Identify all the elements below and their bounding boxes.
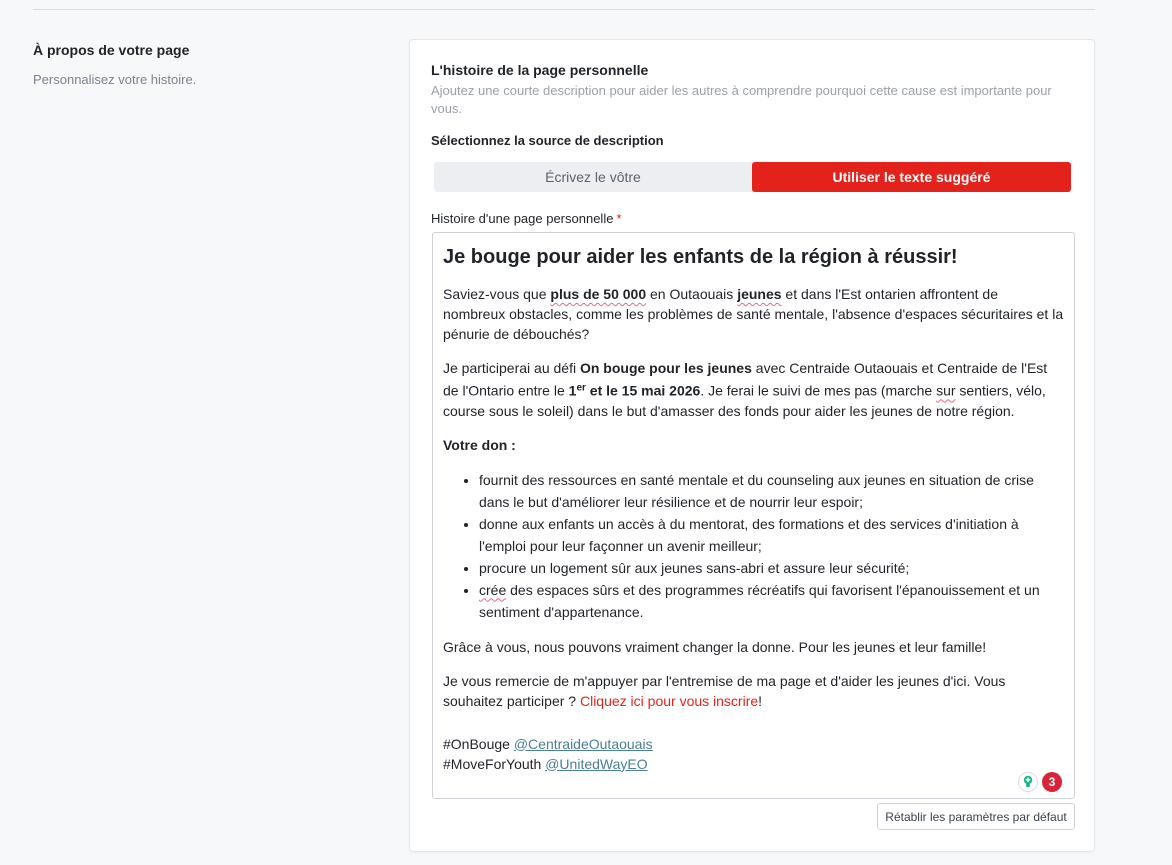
story-field-label (431, 211, 622, 226)
issue-count-badge[interactable]: 3 (1042, 772, 1062, 792)
signup-link[interactable]: Cliquez ici pour vous inscrire (579, 692, 759, 709)
text-run: et dans l'Est ontarien affrontent de nombreux obstacles, comme les problèmes de santé mentale, l'absence d'espaces sécuritaires et la pénurie de débouchés? (443, 286, 1064, 342)
source-label: Sélectionnez la source de description (431, 133, 664, 148)
misspelled-word: crée (479, 581, 507, 598)
text-run: ! (758, 692, 763, 709)
story-field-label-text: Histoire d'une page personnelle (431, 211, 614, 226)
list-item: • donne aux enfants un accès à du mentorat, des formations et des services d'initiation à l'emploi pour leur façonner un avenir meilleur; (479, 513, 1064, 557)
bold-run: On bouge pour les jeunes (579, 360, 752, 376)
text-run: avec Centraide Outaouais et Centraide de l'Est de l'Ontario entre le (443, 360, 1048, 399)
card-title: L'histoire de la page personnelle (431, 62, 649, 78)
bold-run: et le 15 mai 2026 (585, 382, 701, 399)
story-paragraph-2 (443, 358, 1064, 421)
list-item: • procure un logement sûr aux jeunes sans-abri et assure leur sécurité; (479, 557, 1064, 579)
list-item: • fournit des ressources en santé mentale et du counseling aux jeunes en situation de crise dans le but d'améliorer leur résilience et de nourrir leur espoir; (479, 469, 1064, 513)
text-run: Saviez-vous que (443, 286, 551, 302)
lightbulb-icon-svg (1022, 775, 1034, 789)
card-help-text: Ajoutez une courte description pour aider les autres à comprendre pourquoi cette cause est importante pour vous. (431, 83, 1052, 116)
story-card (409, 39, 1095, 852)
story-paragraph-1 (443, 284, 1064, 344)
story-paragraph-3: Grâce à vous, nous pouvons vraiment changer la donne. Pour les jeunes et leur famille! (443, 638, 987, 655)
hashtags (443, 734, 1064, 774)
lightbulb-icon[interactable] (1018, 772, 1038, 792)
use-suggested-text-option[interactable]: Utiliser le texte suggéré (752, 162, 1071, 192)
writing-assistant-badges (1018, 772, 1062, 792)
section-subtitle: Personnalisez votre histoire. (33, 72, 197, 87)
story-heading: Je bouge pour aider les enfants de la région à réussir! (443, 246, 958, 268)
section-title: À propos de votre page (33, 42, 190, 58)
write-your-own-option[interactable]: Écrivez le vôtre (545, 169, 641, 185)
text-run: Je vous remercie de m'appuyer par l'entremise de ma page et d'aider les jeunes d'ici. Vous souhaitez participer ? (443, 672, 1006, 709)
text-run: des espaces sûrs et des programmes récréatifs qui favorisent l'épanouissement et un sentiment d'appartenance. (479, 581, 1040, 620)
bold-run: 1 (568, 382, 577, 399)
list-item (479, 579, 1064, 623)
story-editor[interactable] (432, 232, 1075, 799)
top-divider (33, 9, 1095, 10)
source-toggle (434, 162, 1071, 192)
bold-run: jeunes (737, 286, 782, 302)
required-asterisk: * (616, 211, 622, 226)
don-label (443, 435, 1064, 455)
mention-link[interactable]: @UnitedWayEO (545, 755, 648, 772)
text-run: . Je ferai le suivi de mes pas (marche (700, 382, 937, 399)
text-run: en Outaouais (646, 286, 738, 302)
hashtag-line-2 (443, 754, 1064, 774)
hashtag: #MoveForYouth (443, 755, 546, 772)
don-list (443, 469, 1064, 623)
misspelled-word: sur (936, 382, 956, 399)
text-run: Je participerai au défi (443, 360, 580, 376)
mention-link[interactable]: @CentraideOutaouais (513, 735, 653, 752)
bold-run: plus de 50 000 (550, 286, 647, 302)
text-run: sentiers, vélo, course sous le soleil) dans le but d'amasser des fonds pour aider les jeunes de notre région. (443, 382, 1046, 419)
hashtag-line-1 (443, 734, 1064, 754)
story-paragraph-4 (443, 671, 1064, 711)
bold-run: Votre don : (443, 436, 516, 453)
superscript: er (576, 382, 586, 393)
hashtag: #OnBouge (443, 735, 514, 752)
reset-defaults-button[interactable]: Rétablir les paramètres par défaut (877, 803, 1075, 830)
